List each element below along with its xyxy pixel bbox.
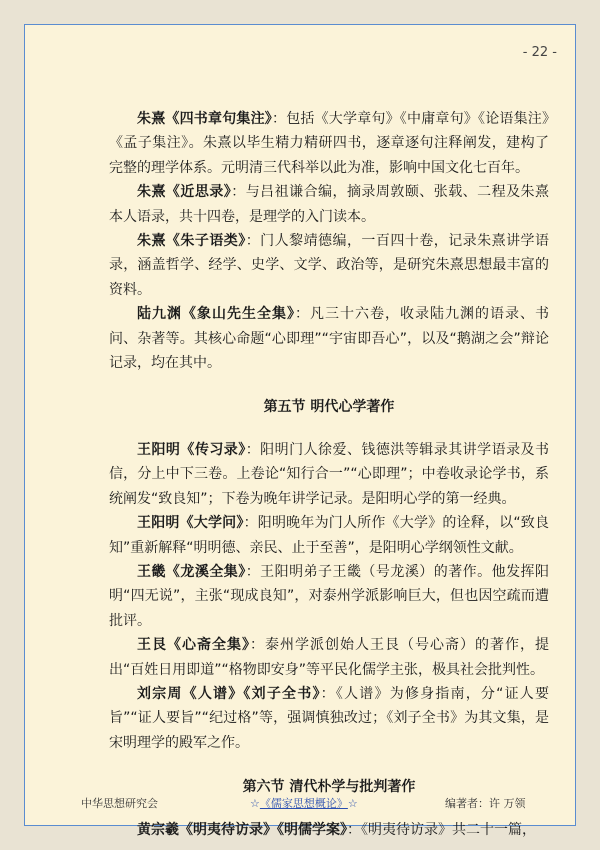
book-entry-description: ：与吕祖谦合编，摘录周敦颐、张载、二程及朱熹本人语录，共十四卷，是理学的入门读本。 (109, 184, 549, 225)
footer-star-right: ☆ (347, 797, 358, 810)
book-entry-title: 黄宗羲《明夷待访录》《明儒学案》 (137, 821, 347, 838)
footer-title-link[interactable]: 《儒家思想概论》 (259, 797, 348, 810)
book-entry-paragraph (109, 180, 549, 229)
book-entry-description: ：《人谱》为修身指南，分“证人要旨”“证人要旨”“纪过格”等，强调慎独改过；《刘子全书》为其文集，是宋明理学的殿军之作。 (109, 685, 549, 751)
page-number: - 22 - (522, 45, 557, 60)
book-entry-description: ：凡三十六卷，收录陆九渊的语录、书问、杂著等。其核心命题“心即理”“宇宙即吾心”，以及“鹅湖之会”辩论记录，均在其中。 (109, 306, 549, 372)
book-entry-description: ：门人黎靖德编，一百四十卷，记录朱熹讲学语录，涵盖哲学、经学、史学、文学、政治等，是研究朱熹思想最丰富的资料。 (109, 233, 550, 298)
book-entry-paragraph (109, 438, 549, 511)
footer-organization: 中华思想研究会 (81, 797, 158, 810)
footer-book-title[interactable] (250, 795, 358, 811)
main-content (109, 107, 549, 842)
book-entry-paragraph (109, 682, 549, 755)
book-entry-title: 王艮《心斋全集》 (137, 637, 250, 654)
book-entry-title: 王畿《龙溪全集》 (137, 563, 246, 580)
book-entry-description: ：王阳明弟子王畿（号龙溪）的著作。他发挥阳明“四无说”，主张“现成良知”，对泰州学派影响巨大，但也因空疏而遭批评。 (109, 563, 550, 629)
book-entry-paragraph (109, 511, 549, 560)
book-entry-paragraph (109, 818, 549, 842)
book-entry-description: ：包括《大学章句》《中庸章句》《论语集注》《孟子集注》。朱熹以毕生精力精研四书，逐章逐句注释阐发，建构了完整的理学体系。元明清三代科举以此为准，影响中国文化七百年。 (109, 111, 549, 176)
book-entry-title: 朱熹《四书章句集注》 (137, 111, 272, 127)
book-entry-description: ：阳明晚年为门人所作《大学》的诠释，以“致良知”重新解释“明明德、亲民、止于至善”，是阳明心学纲领性文献。 (109, 515, 549, 556)
book-entry-paragraph (109, 302, 549, 375)
book-entry-title: 王阳明《大学问》 (137, 515, 244, 532)
book-entry-description: ：阳明门人徐爱、钱德洪等辑录其讲学语录及书信，分上中下三卷。上卷论“知行合一”“心即理”；中卷收录论学书，系统阐发“致良知”；下卷为晚年讲学记录。是阳明心学的第一经典。 (109, 441, 550, 507)
page (24, 24, 576, 838)
book-entry-paragraph (109, 229, 549, 302)
book-entry-title: 刘宗周《人谱》《刘子全书》 (137, 685, 321, 702)
book-entry-title: 朱熹《朱子语类》 (137, 233, 246, 250)
book-entry-paragraph (109, 107, 549, 180)
section-heading: 第六节 清代朴学与批判著作 (242, 779, 416, 796)
book-entry-description: ：泰州学派创始人王艮（号心斋）的著作，提出“百姓日用即道”“格物即安身”等平民化儒学主张，极具社会批判性。 (109, 637, 549, 678)
section-heading: 第五节 明代心学著作 (263, 399, 395, 416)
book-entry-paragraph (109, 633, 549, 682)
book-entry-title: 王阳明《传习录》 (137, 441, 246, 458)
book-entry-title: 朱熹《近思录》 (137, 184, 232, 201)
book-entry-paragraph (109, 560, 549, 633)
book-entry-description: ：《明夷待访录》共二十一篇， (347, 821, 536, 838)
footer-star-left: ☆ (250, 797, 260, 810)
footer-author: 编著者：许 万领 (445, 797, 526, 810)
book-entry-title: 陆九渊《象山先生全集》 (137, 306, 295, 323)
